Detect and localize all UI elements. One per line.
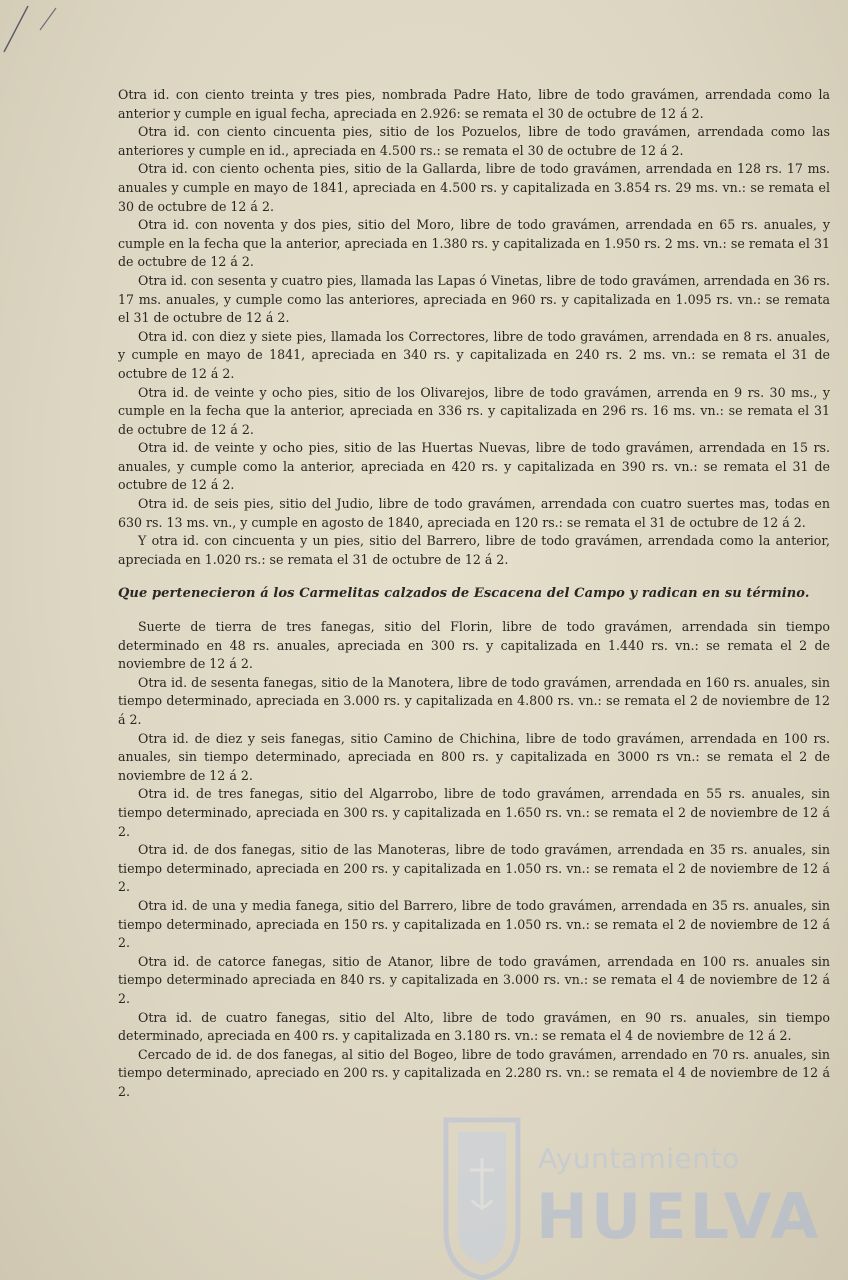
archive-watermark	[440, 1110, 820, 1280]
paragraph-judio: Otra id. de seis pies, sitio del Judio, libre de todo gravámen, arrendada con cuatro suertes mas, todas en 630 rs. 13 ms. vn., y cumple en agosto de 1840, apreciada en 120 rs.: se remata el 31 de octubre de 12 á 2.	[118, 496, 830, 530]
watermark-title: Ayuntamiento	[538, 1142, 740, 1175]
paragraph-florin: Suerte de tierra de tres fanegas, sitio del Florin, libre de todo gravámen, arrendada sin tiempo determinado en 48 rs. anuales, apreciada en 300 rs. y capitalizada en 1.440 rs. vn.: se remata el 2 de noviembre de 12 á 2.	[118, 619, 830, 672]
paragraph-chichina: Otra id. de diez y seis fanegas, sitio Camino de Chichina, libre de todo gravámen, arrendada en 100 rs. anuales, sin tiempo determinado, apreciada en 800 rs. y capitalizada en 3000 rs vn.: se remata el 2 de noviembre de 12 á 2.	[118, 730, 830, 783]
paragraph-manoteras: Otra id. de dos fanegas, sitio de las Manoteras, libre de todo gravámen, arrendada en 35 rs. anuales, sin tiempo determinado, apreciada en 200 rs. y capitalizada en 1.050 rs. vn.: se remata el 2 de noviembre de 12 á 2.	[118, 842, 830, 895]
document-body	[118, 86, 830, 1101]
watermark-city: HUELVA	[536, 1180, 822, 1253]
paragraph-gallarda: Otra id. con ciento ochenta pies, sitio de la Gallarda, libre de todo gravámen, arrendada en 128 rs. 17 ms. anuales y cumple en mayo de 1841, apreciada en 4.500 rs. y capitalizada en 3.854 rs. 29 ms. vn.: se remata el 30 de octubre de 12 á 2.	[118, 161, 830, 214]
paragraph-pozuelos: Otra id. con ciento cincuenta pies, sitio de los Pozuelos, libre de todo gravámen, arrendada como las anteriores y cumple en id., apreciada en 4.500 rs.: se remata el 30 de octubre de 12 á 2.	[118, 124, 830, 158]
paragraph-alto: Otra id. de cuatro fanegas, sitio del Alto, libre de todo gravámen, en 90 rs. anuales, sin tiempo determinado, apreciada en 400 rs. y capitalizada en 3.180 rs. vn.: se remata el 4 de noviembre de 12 á 2.	[118, 1009, 830, 1044]
city-seal-icon	[440, 1110, 524, 1280]
paragraph-lapas-vinetas: Otra id. con sesenta y cuatro pies, llamada las Lapas ó Vinetas, libre de todo gravámen, arrendada en 36 rs. 17 ms. anuales, y cumple como las anteriores, apreciada en 960 rs. y capitalizada en 1.095 rs. vn.: se remata el 31 de octubre de 12 á 2.	[118, 272, 830, 326]
paragraph-correctores: Otra id. con diez y siete pies, llamada los Correctores, libre de todo gravámen, arrendada en 8 rs. anuales, y cumple en mayo de 1841, apreciada en 340 rs. y capitalizada en 240 rs. 2 ms. vn.: se remata el 31 de octubre de 12 á 2.	[118, 328, 830, 381]
paragraph-padre-hato: Otra id. con ciento treinta y tres pies, nombrada Padre Hato, libre de todo gravámen, arrendada como la anterior y cumple en igual fecha, apreciada en 2.926: se remata el 30 de octubre de 12 á 2.	[118, 87, 830, 121]
paragraph-bogeo: Cercado de id. de dos fanegas, al sitio del Bogeo, libre de todo gravámen, arrendado en 70 rs. anuales, sin tiempo determinado, apreciado en 200 rs. y capitalizada en 2.280 rs. vn.: se remata el 4 de noviembre de 12 á 2.	[118, 1046, 830, 1099]
handwritten-pen-mark	[0, 0, 120, 60]
paragraph-manotera: Otra id. de sesenta fanegas, sitio de la Manotera, libre de todo gravámen, arrendada en 160 rs. anuales, sin tiempo determinado, apreciada en 3.000 rs. y capitalizada en 4.800 rs. vn.: se remata el 2 de noviembre de 12 á 2.	[118, 674, 830, 727]
section-heading-carmelitas: Que pertenecieron á los Carmelitas calzados de Escacena del Campo y radican en su término.	[118, 586, 810, 602]
paragraph-olivarejos: Otra id. de veinte y ocho pies, sitio de los Olivarejos, libre de todo gravámen, arrenda en 9 rs. 30 ms., y cumple en la fecha que la anterior, apreciada en 336 rs. y capitalizada en 296 rs. 16 ms. vn.: se remata el 31 de octubre de 12 á 2.	[118, 384, 830, 437]
paragraph-algarrobo: Otra id. de tres fanegas, sitio del Algarrobo, libre de todo gravámen, arrendada en 55 rs. anuales, sin tiempo determinado, apreciada en 300 rs. y capitalizada en 1.650 rs. vn.: se remata el 2 de noviembre de 12 á 2.	[118, 786, 830, 839]
paragraph-atanor: Otra id. de catorce fanegas, sitio de Atanor, libre de todo gravámen, arrendada en 100 rs. anuales sin tiempo determinado apreciada en 840 rs. y capitalizada en 3.000 rs. vn.: se remata el 4 de noviembre de 12 á 2.	[118, 953, 830, 1006]
paragraph-barrero-fanega: Otra id. de una y media fanega, sitio del Barrero, libre de todo gravámen, arrendada en 35 rs. anuales, sin tiempo determinado, apreciada en 150 rs. y capitalizada en 1.050 rs. vn.: se remata el 2 de noviembre de 12 á 2.	[118, 897, 830, 951]
paragraph-moro: Otra id. con noventa y dos pies, sitio del Moro, libre de todo gravámen, arrendada en 65 rs. anuales, y cumple en la fecha que la anterior, apreciada en 1.380 rs. y capitalizada en 1.950 rs. 2 ms. vn.: se remata el 31 de octubre de 12 á 2.	[118, 217, 830, 270]
paragraph-barrero: Y otra id. con cincuenta y un pies, sitio del Barrero, libre de todo gravámen, arrendada como la anterior, apreciada en 1.020 rs.: se remata el 31 de octubre de 12 á 2.	[118, 533, 830, 567]
paragraph-huertas-nuevas: Otra id. de veinte y ocho pies, sitio de las Huertas Nuevas, libre de todo gravámen, arrendada en 15 rs. anuales, y cumple como la anterior, apreciada en 420 rs. y capitalizada en 390 rs. vn.: se remata el 31 de octubre de 12 á 2.	[118, 440, 830, 493]
